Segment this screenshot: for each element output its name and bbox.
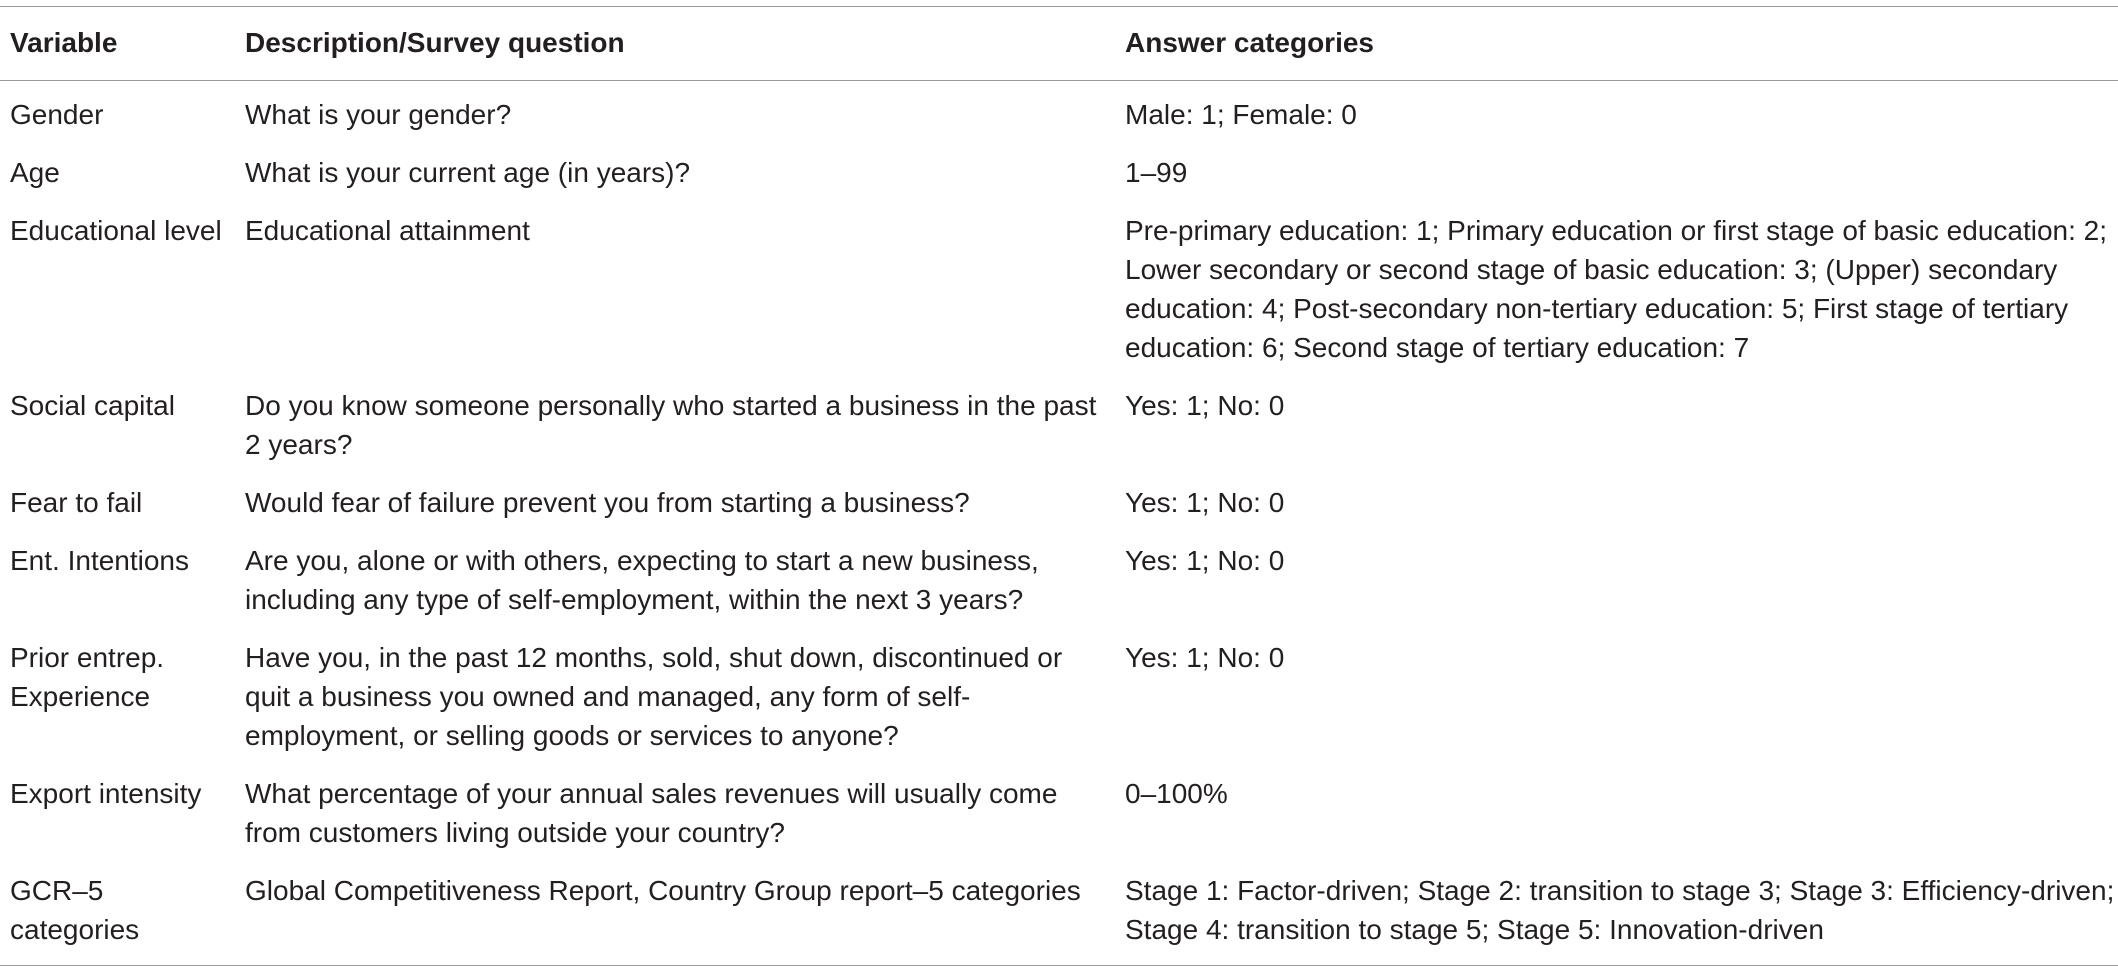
cell-variable: Fear to fail <box>10 487 143 518</box>
cell-description: Global Competitiveness Report, Country Group report–5 categories <box>245 875 1081 906</box>
cell-answers: 1–99 <box>1125 157 1188 188</box>
cell-answers: Pre-primary education: 1; Primary education or first stage of basic education: 2; Lower secondary or second stage of basic education: 3; (Upper) secondary education: 4; Post-secondary non-tertiary education: 5; First stage of tertiary education: 6; Second stage of tertiary education: 7 <box>1125 215 2108 363</box>
table-row <box>0 861 2118 966</box>
table-row <box>0 531 2118 628</box>
cell-description: Do you know someone personally who started a business in the past 2 years? <box>245 390 1097 460</box>
table-row <box>0 81 2118 144</box>
cell-answers: 0–100% <box>1125 778 1228 809</box>
table-row <box>0 201 2118 376</box>
cell-answers: Yes: 1; No: 0 <box>1125 642 1285 673</box>
cell-answers: Male: 1; Female: 0 <box>1125 99 1357 130</box>
table-row <box>0 628 2118 764</box>
header-answer-categories: Answer categories <box>1125 27 1374 58</box>
cell-answers: Stage 1: Factor-driven; Stage 2: transition to stage 3; Stage 3: Efficiency-driven; Stage 4: transition to stage 5; Stage 5: Innovation-driven <box>1125 875 2115 945</box>
cell-variable: Gender <box>10 99 104 130</box>
cell-description: Would fear of failure prevent you from starting a business? <box>245 487 970 518</box>
table-row <box>0 764 2118 861</box>
header-row <box>0 7 2118 81</box>
cell-description: What percentage of your annual sales revenues will usually come from customers living outside your country? <box>245 778 1058 848</box>
cell-variable: Social capital <box>10 390 175 421</box>
cell-variable: GCR–5 categories <box>10 875 140 945</box>
variables-table <box>0 6 2118 966</box>
table-row <box>0 376 2118 473</box>
table-row <box>0 143 2118 201</box>
cell-variable: Export intensity <box>10 778 202 809</box>
table-row <box>0 473 2118 531</box>
header-variable: Variable <box>10 27 118 58</box>
variables-table-container <box>0 6 2118 966</box>
cell-answers: Yes: 1; No: 0 <box>1125 487 1285 518</box>
cell-description: Educational attainment <box>245 215 530 246</box>
cell-answers: Yes: 1; No: 0 <box>1125 390 1285 421</box>
table-header <box>0 7 2118 81</box>
table-body <box>0 81 2118 966</box>
cell-variable: Educational level <box>10 215 222 246</box>
cell-variable: Prior entrep. Experience <box>10 642 165 712</box>
cell-description: Are you, alone or with others, expecting to start a new business, including any type of self-employment, within the next 3 years? <box>245 545 1039 615</box>
cell-answers: Yes: 1; No: 0 <box>1125 545 1285 576</box>
cell-description: What is your gender? <box>245 99 512 130</box>
cell-description: What is your current age (in years)? <box>245 157 691 188</box>
cell-variable: Ent. Intentions <box>10 545 190 576</box>
cell-description: Have you, in the past 12 months, sold, shut down, discontinued or quit a business you owned and managed, any form of self-employment, or selling goods or services to anyone? <box>245 642 1063 751</box>
header-description: Description/Survey question <box>245 27 625 58</box>
cell-variable: Age <box>10 157 60 188</box>
